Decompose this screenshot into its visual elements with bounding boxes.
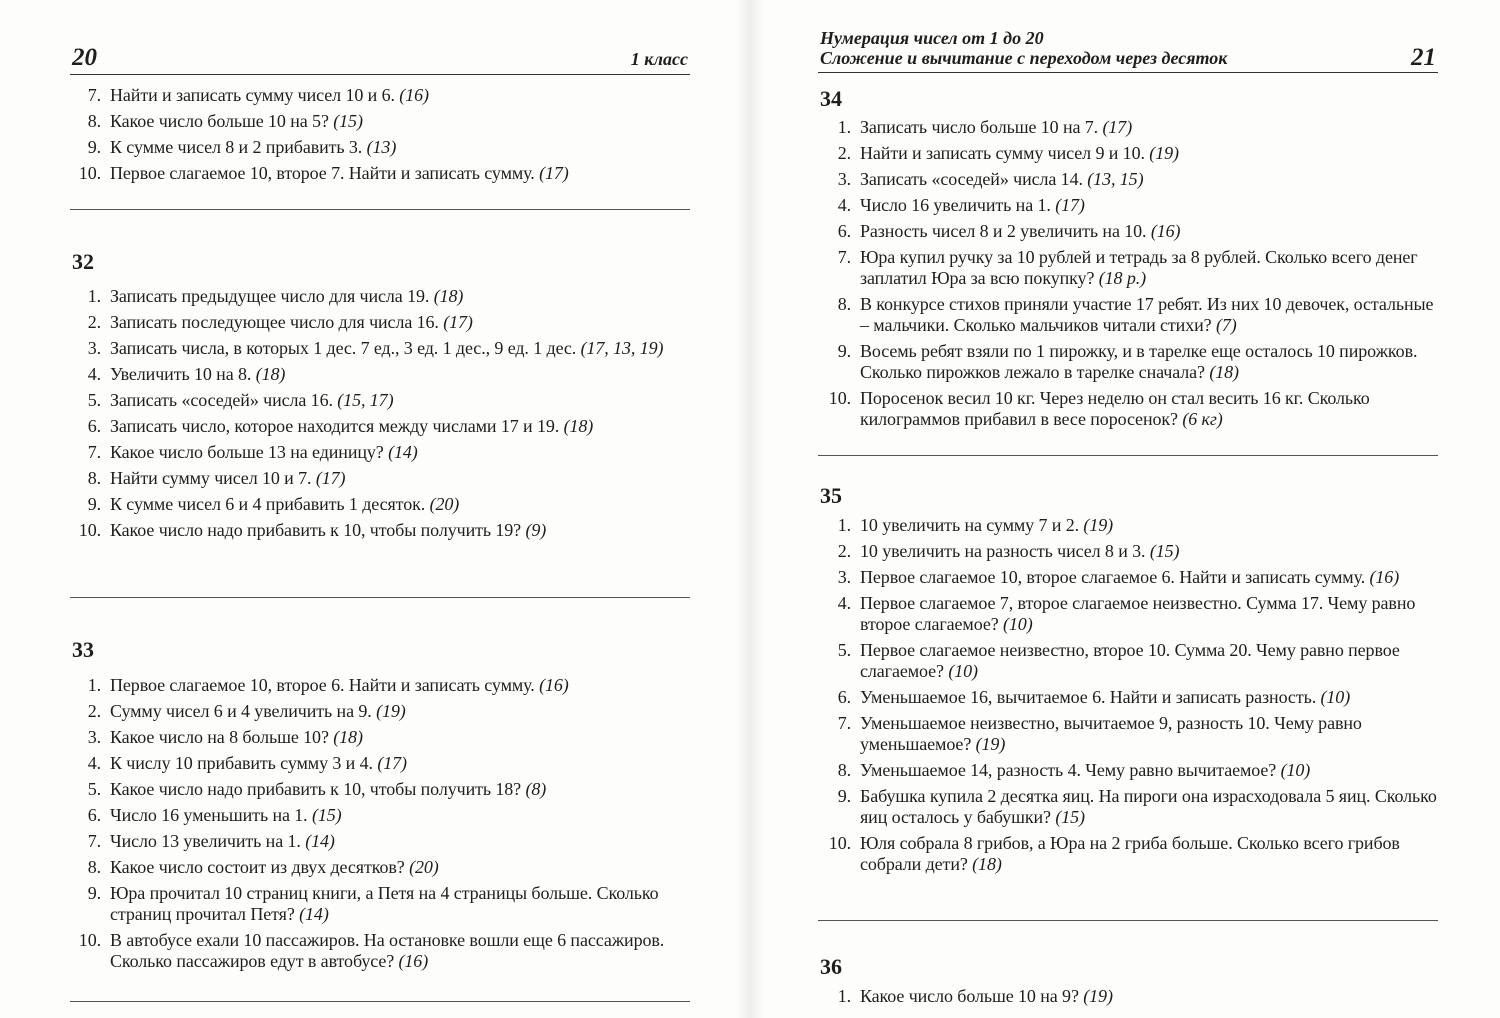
section-number-35: 35 <box>820 483 842 508</box>
list-item: 1. 10 увеличить на сумму 7 и 2. (19) <box>837 515 1114 535</box>
right-header-line1: Нумерация чисел от 1 до 20 <box>820 28 1044 48</box>
list-item: 5. Какое число надо прибавить к 10, чтобы получить 18? (8) <box>87 779 547 799</box>
section-separator <box>818 455 1438 456</box>
list-item: 2. 10 увеличить на разность чисел 8 и 3. (15) <box>837 541 1180 561</box>
section-number-34: 34 <box>820 86 842 111</box>
list-item: 1. Какое число больше 10 на 9? (19) <box>837 986 1113 1006</box>
list-item: 9. Восемь ребят взяли по 1 пирожку, и в тарелке еще осталось 10 пирожков. Сколько пирожков лежало в тарелке сначала? (18) <box>837 341 1418 382</box>
task-list-35 <box>800 515 1440 875</box>
list-item: 10. Какое число надо прибавить к 10, чтобы получить 19? (9) <box>78 520 547 540</box>
list-item: 10. Поросенок весил 10 кг. Через неделю он стал весить 16 кг. Сколько килограммов прибавил в весе поросенок? (6 кг) <box>828 388 1370 429</box>
list-item: 4. Число 16 увеличить на 1. (17) <box>837 195 1085 215</box>
list-item: 1. Записать число больше 10 на 7. (17) <box>837 117 1133 137</box>
list-item: 6. Число 16 уменьшить на 1. (15) <box>87 805 342 825</box>
section-number-36: 36 <box>820 954 842 979</box>
section-separator <box>818 920 1438 921</box>
list-item: 3. Первое слагаемое 10, второе слагаемое 6. Найти и записать сумму. (16) <box>837 567 1400 587</box>
list-item: 2. Записать последующее число для числа 16. (17) <box>87 312 473 332</box>
task-list-33 <box>50 675 690 972</box>
right-page <box>750 0 1500 1018</box>
list-item: 5. Записать «соседей» числа 16. (15, 17) <box>87 390 394 410</box>
list-item: 6. Уменьшаемое 16, вычитаемое 6. Найти и записать разность. (10) <box>837 687 1351 707</box>
left-page-header: 1 класс <box>630 49 688 69</box>
section-separator <box>70 209 690 210</box>
list-item: 2. Сумму чисел 6 и 4 увеличить на 9. (19) <box>87 701 406 721</box>
section-separator <box>70 597 690 598</box>
list-item: 7. Число 13 увеличить на 1. (14) <box>87 831 335 851</box>
list-item: 3. Записать числа, в которых 1 дес. 7 ед., 3 ед. 1 дес., 9 ед. 1 дес. (17, 13, 19) <box>87 338 664 358</box>
list-item: 8. Какое число состоит из двух десятков? (20) <box>87 857 439 877</box>
list-item: 6. Разность чисел 8 и 2 увеличить на 10. (16) <box>837 221 1181 241</box>
list-item: 8. В конкурсе стихов приняли участие 17 ребят. Из них 10 девочек, остальные – мальчики. Сколько мальчиков читали стихи? (7) <box>837 294 1434 335</box>
continued-task-list <box>50 85 690 184</box>
task-list-36 <box>800 986 1440 1007</box>
list-item: 1. Первое слагаемое 10, второе 6. Найти и записать сумму. (16) <box>87 675 569 695</box>
list-item: 4. К числу 10 прибавить сумму 3 и 4. (17) <box>87 753 407 773</box>
list-item: 8. Уменьшаемое 14, разность 4. Чему равно вычитаемое? (10) <box>837 760 1311 780</box>
list-item: 4. Первое слагаемое 7, второе слагаемое неизвестно. Сумма 17. Чему равно второе слагаемое? (10) <box>837 593 1416 634</box>
list-item: 7. Найти и записать сумму чисел 10 и 6. (16) <box>87 85 429 105</box>
list-item: 5. Первое слагаемое неизвестно, второе 10. Сумма 20. Чему равно первое слагаемое? (10) <box>837 640 1400 681</box>
left-header-rule <box>70 74 690 75</box>
section-separator <box>70 1001 690 1002</box>
list-item: 6. Записать число, которое находится между числами 17 и 19. (18) <box>87 416 594 436</box>
list-item: 3. Записать «соседей» числа 14. (13, 15) <box>837 169 1144 189</box>
list-item: 9. К сумме чисел 6 и 4 прибавить 1 десяток. (20) <box>87 494 460 514</box>
list-item: 4. Увеличить 10 на 8. (18) <box>87 364 286 384</box>
list-item: 9. Юра прочитал 10 страниц книги, а Петя на 4 страницы больше. Сколько страниц прочитал Петя? (14) <box>87 883 659 924</box>
right-header-rule <box>818 72 1438 73</box>
right-page-number: 21 <box>1411 44 1436 71</box>
left-page-number: 20 <box>72 44 97 71</box>
list-item: 7. Юра купил ручку за 10 рублей и тетрадь за 8 рублей. Сколько всего денег заплатил Юра за всю покупку? (18 р.) <box>837 247 1418 288</box>
list-item: 1. Записать предыдущее число для числа 19. (18) <box>87 286 464 306</box>
list-item: 8. Найти сумму чисел 10 и 7. (17) <box>87 468 346 488</box>
list-item: 7. Какое число больше 13 на единицу? (14) <box>87 442 418 462</box>
section-number-32: 32 <box>72 249 94 274</box>
list-item: 9. Бабушка купила 2 десятка яиц. На пироги она израсходовала 5 яиц. Сколько яиц осталось у бабушки? (15) <box>837 786 1437 827</box>
right-header-line2: Сложение и вычитание с переходом через десяток <box>820 48 1228 68</box>
list-item: 2. Найти и записать сумму чисел 9 и 10. (19) <box>837 143 1179 163</box>
list-item: 9. К сумме чисел 8 и 2 прибавить 3. (13) <box>87 137 397 157</box>
task-list-32 <box>50 286 690 541</box>
task-list-34 <box>800 117 1440 430</box>
list-item: 10. Юля собрала 8 грибов, а Юра на 2 гриба больше. Сколько всего грибов собрали дети? (18) <box>828 833 1400 874</box>
list-item: 3. Какое число на 8 больше 10? (18) <box>87 727 363 747</box>
section-number-33: 33 <box>72 637 94 662</box>
list-item: 8. Какое число больше 10 на 5? (15) <box>87 111 363 131</box>
list-item: 7. Уменьшаемое неизвестно, вычитаемое 9, разность 10. Чему равно уменьшаемое? (19) <box>837 713 1362 754</box>
list-item: 10. Первое слагаемое 10, второе 7. Найти и записать сумму. (17) <box>78 163 569 183</box>
list-item: 10. В автобусе ехали 10 пассажиров. На остановке вошли еще 6 пассажиров. Сколько пассажиров едут в автобусе? (16) <box>78 930 665 971</box>
